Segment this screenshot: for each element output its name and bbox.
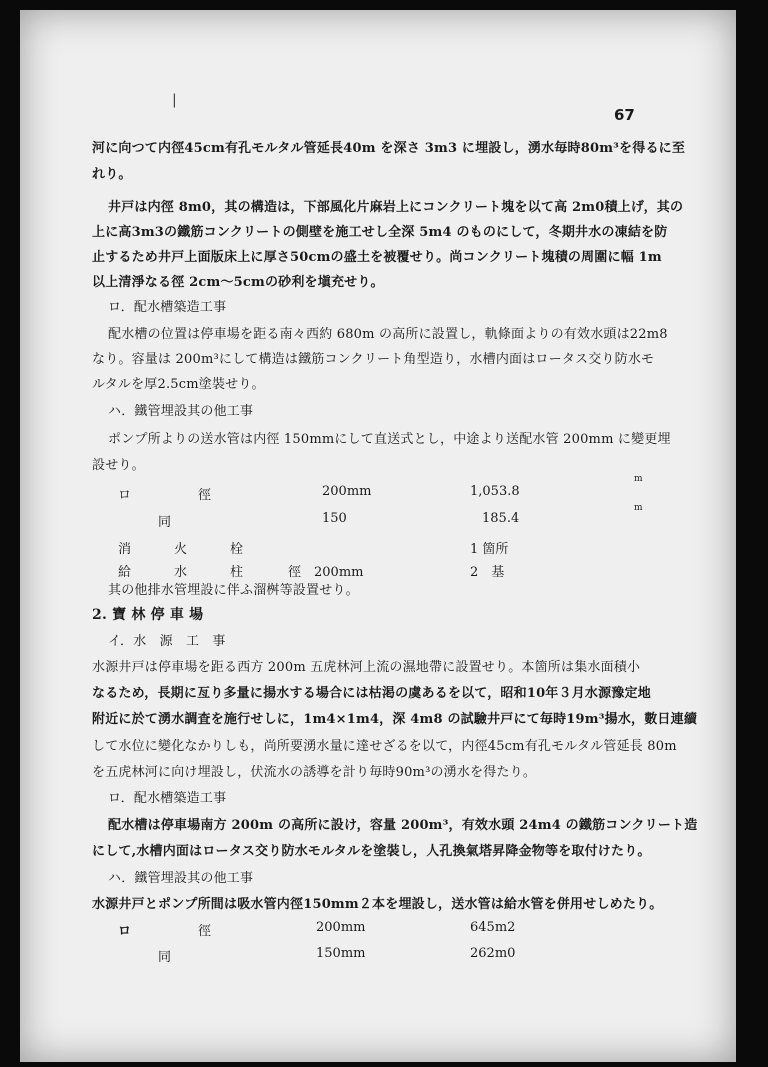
page-number: 67: [614, 106, 635, 124]
subsection-heading: イ．水 源 工 事: [108, 634, 226, 649]
text-line: 水源井戸とポンプ所間は吸水管内徑150mm２本を埋設し，送水管は給水管を併用せしめたり。: [92, 897, 663, 912]
unit-mark: m: [634, 503, 643, 513]
table-cell: 200mm: [322, 484, 372, 499]
text-line: して水位に變化なかりしも，尚所要湧水量に達せざるを以て，内徑45cm有孔モルタル管延長 80m: [92, 739, 677, 754]
table-cell: ロ: [118, 488, 132, 503]
table-cell: 2 基: [470, 565, 505, 580]
table-cell: 645m2: [470, 920, 516, 935]
unit-mark: m: [634, 474, 643, 484]
text-line: 附近に於て湧水調査を施行せしに，1m4×1m4，深 4m8 の試驗井戸にて毎時19m³揚水，數日連續: [92, 712, 698, 727]
table-cell: 150mm: [316, 946, 366, 961]
text-line: 水源井戸は停車場を距る西方 200m 五虎林河上流の濕地帶に設置せり。本箇所は集水面積小: [92, 660, 641, 675]
subsection-heading: ハ．鐵管埋設其の他工事: [108, 871, 254, 886]
table-cell: 200mm: [316, 920, 366, 935]
text-line: にして,水槽内面はロータス交り防水モルタルを塗裝し，人孔換氣塔昇降金物等を取付けたり。: [92, 844, 651, 859]
text-line: なるため，長期に亙り多量に揚水する場合には枯渇の虞あるを以て，昭和10年３月水源豫定地: [92, 686, 651, 701]
subsection-heading: ロ．配水槽築造工事: [108, 791, 227, 806]
table-cell: 火: [174, 542, 188, 557]
text-line: ルタルを厚2.5cm塗裝せり。: [92, 377, 265, 392]
text-line: れり。: [92, 167, 132, 182]
table-cell: 同: [158, 515, 172, 530]
table-cell: ロ: [118, 924, 132, 939]
table-cell: 徑: [198, 924, 212, 939]
table-cell: 徑 200mm: [288, 565, 364, 580]
table-cell: 徑: [198, 488, 212, 503]
text-line: 止するため井戸上面版床上に厚さ50cmの盛土を被覆せり。尚コンクリート塊積の周圍に幅 1m: [92, 250, 662, 265]
table-cell: 栓: [230, 542, 244, 557]
text-line: 配水槽は停車場南方 200m の高所に設け，容量 200m³，有效水頭 24m4 の鐵筋コンクリート造: [108, 818, 698, 833]
table-cell: 1,053.8: [470, 484, 520, 499]
text-line: ポンプ所よりの送水管は内徑 150mmにして直送式とし，中途より送配水管 200mm に變更埋: [108, 432, 671, 447]
table-cell: 185.4: [482, 511, 520, 526]
text-line: 以上清淨なる徑 2cm～5cmの砂利を塡充せり。: [92, 275, 384, 290]
section-heading: 2. 寶 林 停 車 場: [92, 607, 204, 623]
table-cell: 262m0: [470, 946, 516, 961]
table-cell: 同: [158, 950, 172, 965]
text-line: 其の他排水管埋設に伴ふ溜桝等設置せり。: [108, 583, 359, 598]
subsection-heading: ハ．鐵管埋設其の他工事: [108, 404, 254, 419]
table-cell: 150: [322, 511, 347, 526]
text-line: 配水槽の位置は停車場を距る南々西約 680m の高所に設置し，軌條面よりの有效水頭は22m8: [108, 327, 668, 342]
margin-mark: |: [172, 92, 177, 108]
table-cell: 柱: [230, 565, 244, 580]
text-line: を五虎林河に向け埋設し，伏流水の誘導を計り毎時90m³の湧水を得たり。: [92, 765, 537, 780]
table-cell: 水: [174, 565, 188, 580]
subsection-heading: ロ．配水槽築造工事: [108, 300, 227, 315]
text-line: 設せり。: [92, 458, 145, 473]
text-line: なり。容量は 200m³にして構造は鐵筋コンクリート角型造り，水槽内面はロータス交り防水モ: [92, 352, 655, 367]
text-line: 上に高3m3の鐵筋コンクリートの側壁を施工せし全深 5m4 のものにして，冬期井水の凍結を防: [92, 225, 668, 240]
text-line: 井戸は内徑 8m0，其の構造は，下部風化片麻岩上にコンクリート塊を以て高 2m0積上げ，其の: [108, 200, 684, 215]
table-cell: 給: [118, 565, 132, 580]
table-cell: 1 箇所: [470, 542, 509, 557]
table-cell: 消: [118, 542, 132, 557]
text-line: 河に向つて内徑45cm有孔モルタル管延長40m を深さ 3m3 に埋設し，湧水毎時80m³を得るに至: [92, 141, 686, 156]
